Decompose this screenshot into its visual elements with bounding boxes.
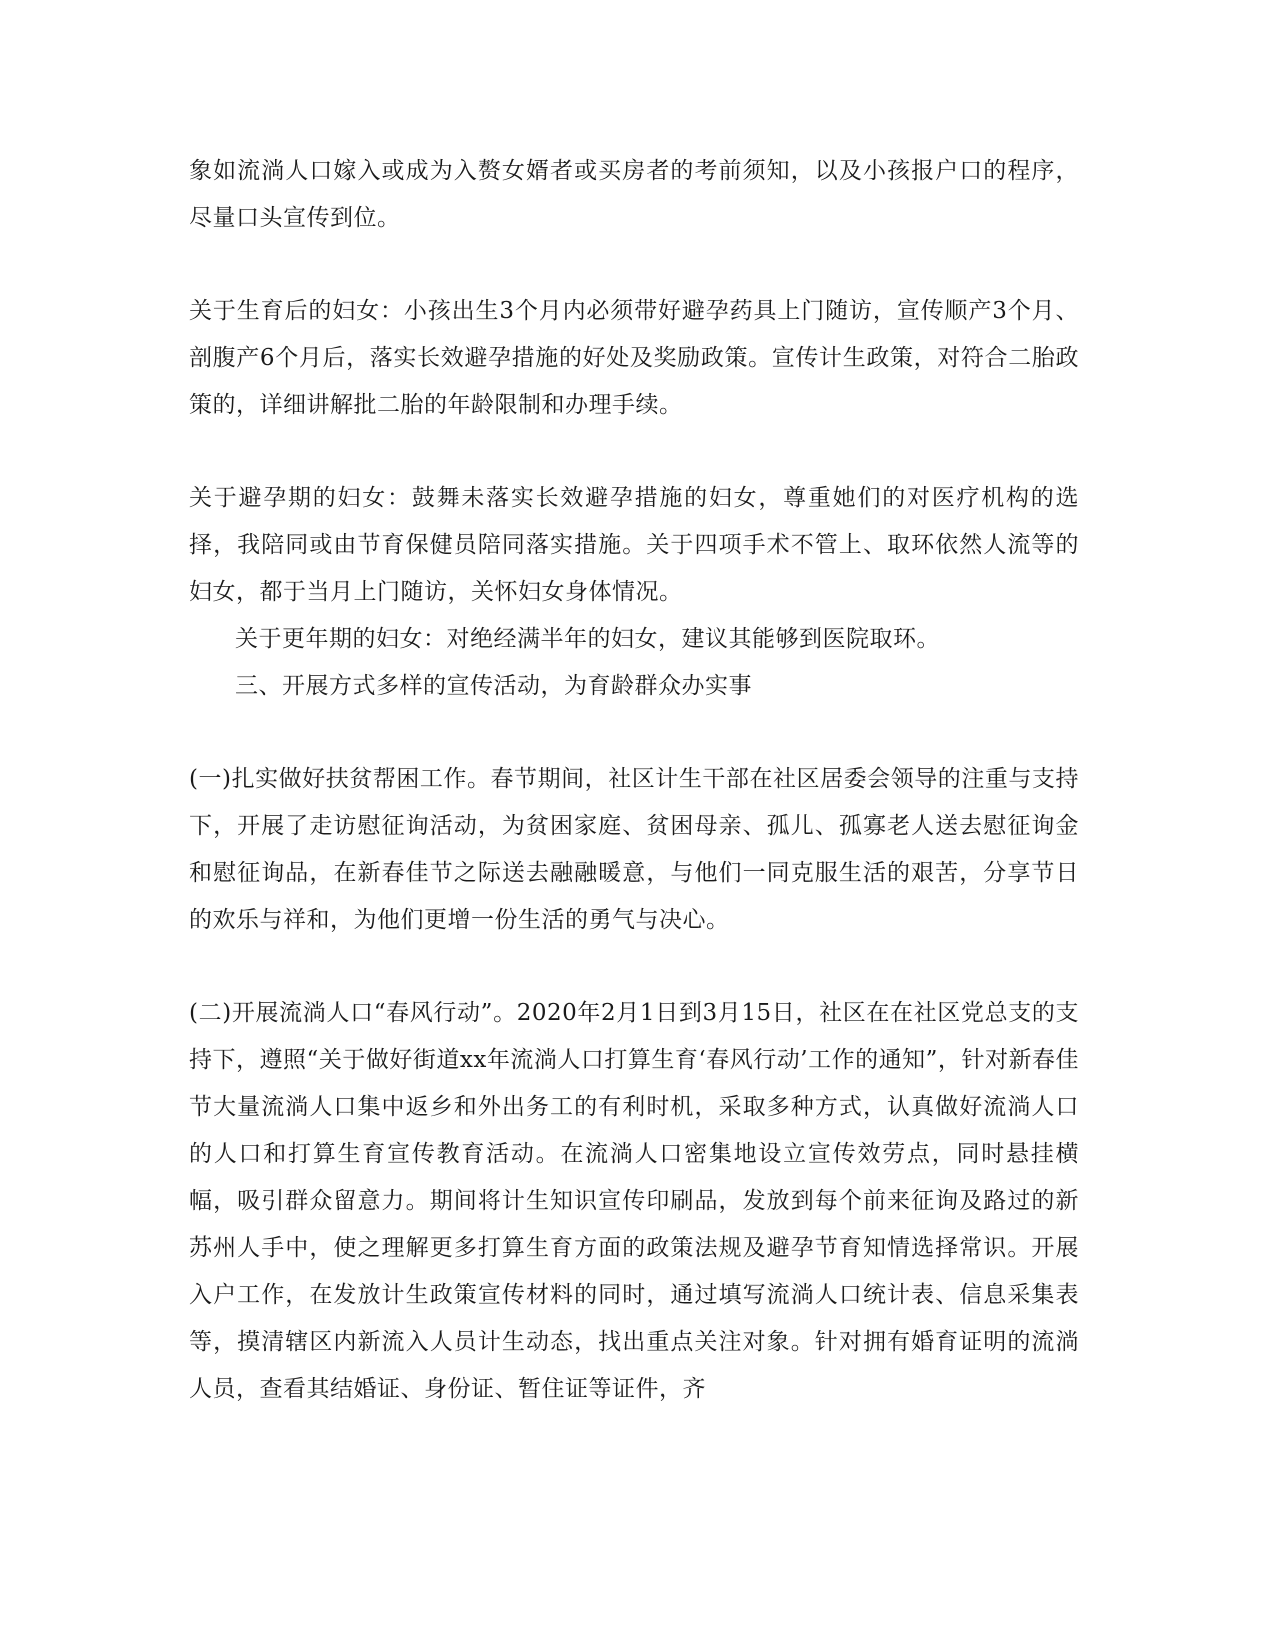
document-body [189,148,1079,1413]
paragraph-spacer [189,944,1079,990]
paragraph-spacer [189,429,1079,475]
section-heading-three: 三、开展方式多样的宣传活动，为育龄群众办实事 [235,673,752,699]
paragraph-postnatal-women: 关于生育后的妇女：小孩出生3个月内必须带好避孕药具上门随访，宣传顺产3个月、剖腹产6个月后，落实长效避孕措施的好处及奖励政策。宣传计生政策，对符合二胎政策的，详细讲解批二胎的年龄限制和办理手续。 [189,298,1079,418]
paragraph-contraception-women: 关于避孕期的妇女：鼓舞未落实长效避孕措施的妇女，尊重她们的对医疗机构的选择，我陪同或由节育保健员陪同落实措施。关于四项手术不管上、取环依然人流等的妇女，都于当月上门随访，关怀妇女身体情况。 [189,485,1079,605]
paragraph-menopause-women: 关于更年期的妇女：对绝经满半年的妇女，建议其能够到医院取环。 [235,626,940,652]
paragraph-spacer [189,710,1079,756]
paragraph-residence-notice: 象如流淌人口嫁入或成为入赘女婿者或买房者的考前须知，以及小孩报户口的程序，尽量口头宣传到位。 [189,158,1079,231]
paragraph-spring-breeze-action: (二)开展流淌人口“春风行动”。2020年2月1日到3月15日，社区在在社区党总支的支持下，遵照“关于做好街道xx年流淌人口打算生育‘春风行动’工作的通知”，针对新春佳节大量流淌人口集中返乡和外出务工的有利时机，采取多种方式，认真做好流淌人口的人口和打算生育宣传教育活动。在流淌人口密集地设立宣传效劳点，同时悬挂横幅，吸引群众留意力。期间将计生知识宣传印刷品，发放到每个前来征询及路过的新苏州人手中，使之理解更多打算生育方面的政策法规及避孕节育知情选择常识。开展入户工作，在发放计生政策宣传材料的同时，通过填写流淌人口统计表、信息采集表等，摸清辖区内新流入人员计生动态，找出重点关注对象。针对拥有婚育证明的流淌人员，查看其结婚证、身份证、暂住证等证件，齐 [189,1000,1079,1402]
paragraph-spacer [189,242,1079,288]
paragraph-poverty-relief: (一)扎实做好扶贫帮困工作。春节期间，社区计生干部在社区居委会领导的注重与支持下，开展了走访慰征询活动，为贫困家庭、贫困母亲、孤儿、孤寡老人送去慰征询金和慰征询品，在新春佳节之际送去融融暖意，与他们一同克服生活的艰苦，分享节日的欢乐与祥和，为他们更增一份生活的勇气与决心。 [189,766,1079,933]
